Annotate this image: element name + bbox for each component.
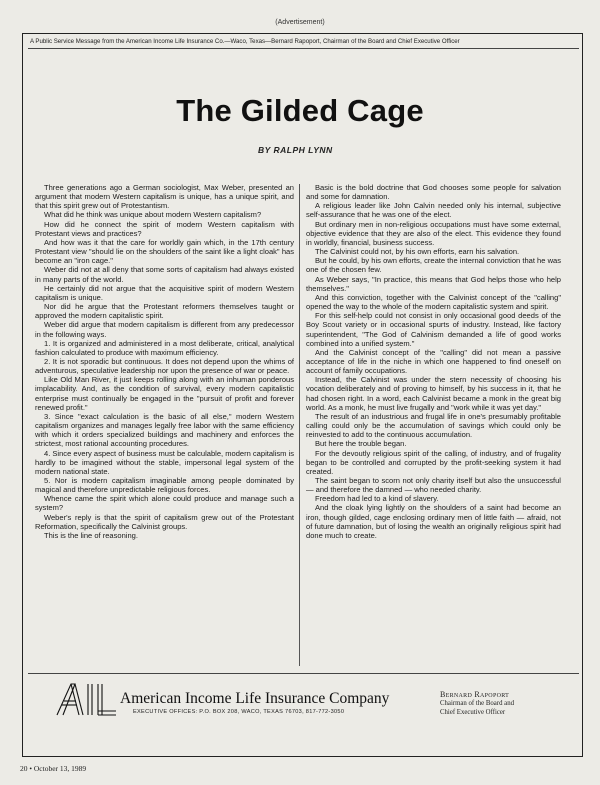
executive-signature-block [440,690,540,717]
paragraph: Weber did not at all deny that some sorts of capitalism had always existed in many parts of the world. [35,265,294,284]
paragraph: 1. It is organized and administered in a most deliberate, critical, analytical fashion calculated to produce with maximum efficiency. [35,338,294,357]
executive-title-line-1: Chairman of the Board and [440,700,514,707]
header-rule [28,48,579,49]
footer-rule [28,673,579,674]
executive-offices-address: EXECUTIVE OFFICES: P.O. BOX 208, WACO, TEXAS 76703, 817-772-3050 [133,709,345,715]
article-title: The Gilded Cage [176,93,424,128]
paragraph: Weber's reply is that the spirit of capitalism grew out of the Protestant Reformation, specifically the Calvinist groups. [35,512,294,531]
company-logo [55,681,118,717]
paragraph: 2. It is not sporadic but continuous. It does not depend upon the whims of adventurous, speculative leadership nor upon the presence of war or peace. [35,356,294,376]
column-divider [299,184,300,666]
paragraph: Weber did argue that modern capitalism is different from any predecessor in the following ways. [35,320,294,339]
executive-title-line-2: Chief Executive Officer [440,709,506,716]
paragraph: How did he connect the spirit of modern Western capitalism with Protestant views and practices? [35,219,294,238]
paragraph: The saint began to scorn not only charity itself but also the unsuccessful — and therefore the damned — who needed charity. [306,476,561,495]
advertisement-label: (Advertisement) [275,19,325,26]
paragraph: Basic is the bold doctrine that God chooses some people for salvation and some for damnation. [306,183,561,202]
paragraph: As Weber says, "In practice, this means that God helps those who help themselves." [306,274,561,293]
paragraph: For this self-help could not consist in only occasional good deeds of the Boy Scout variety or in occasional spurts of industry. Instead, like factory superintendent, "The God of Calvinism demanded a life of good works combined into a unified system." [306,311,561,348]
paragraph: But ordinary men in non-religious occupations must have some external, objective evidence that they are also of the elect. This evidence they found in worldly, financial, business success. [306,219,561,247]
public-service-message: A Public Service Message from the American Income Life Insurance Co.—Waco, Texas—Bernard Rapoport, Chairman of the Board and Chief Executive Officer [30,38,460,45]
paragraph: And the Calvinist concept of the "calling" did not mean a passive acceptance of life in the niche in which one happened to find oneself on account of family occupations. [306,347,561,376]
right-column [306,183,561,666]
paragraph: This is the line of reasoning. [44,530,138,540]
paragraph: The Calvinist could not, by his own efforts, earn his salvation. [315,247,520,257]
paragraph: Three generations ago a German sociologist, Max Weber, presented an argument that modern Western capitalism is unique, has a unique spirit, and that this spirit grew out of Protestantism. [35,183,294,211]
paragraph: What did he think was unique about modern Western capitalism? [44,210,262,220]
paragraph: Like Old Man River, it just keeps rolling along with an inhuman ponderous implacability. And, as the condition of survival, every modern capitalistic enterprise must continually be engaged in the "pursuit of profit and forever renewed profit." [35,375,294,412]
paragraph: 3. Since "exact calculation is the basic of all else," modern Western capitalism organizes and manages legally free labor with the same efficiency with which it orders specialized buildings and machinery and enforces the strictest, most rational accounting procedures. [35,411,294,449]
left-column [35,183,294,666]
paragraph: And this conviction, together with the Calvinist concept of the "calling" opened the way to the whole of the modern capitalistic system and spirit. [306,292,561,312]
paragraph: And the cloak lying lightly on the shoulders of a saint had become an iron, though gilded, cage enclosing ordinary men of little faith — afraid, not of future damnation, but of losing the wealth an originally religious spirit had done much to create. [306,503,561,540]
paragraph: Nor did he argue that the Protestant reformers themselves taught or approved the modern capitalistic spirit. [35,302,294,321]
paragraph: Whence came the spirit which alone could produce and manage such a system? [35,494,294,513]
paragraph: The result of an industrious and frugal life in one's presumably profitable calling could only be the accumulation of savings which could only be reinvested to add to the continuous accumulation. [306,411,561,440]
paragraph: For the devoutly religious spirit of the calling, of industry, and of frugality began to be controlled and corrupted by the profit-seeking system it had created. [306,448,561,476]
article-byline: BY RALPH LYNN [258,145,333,155]
paragraph: But he could, by his own efforts, create the internal conviction that he was one of the chosen few. [306,256,561,275]
page-number-date: 20 • October 13, 1989 [20,764,87,773]
paragraph: 4. Since every aspect of business must be calculable, modern capitalism is hardly to be imagined without the stable, impersonal legal system of the modern national state. [35,448,294,476]
paragraph: Instead, the Calvinist was under the stern necessity of choosing his vocation deliberately and of proving to himself, by his success in it, that he had chosen right. In a word, each Calvinist became a monk in the great big world. As a monk, he must live frugally and "work while it was yet day." [306,375,561,412]
paragraph: And how was it that the care for worldly gain which, in the 17th century Protestant view "should lie on the shoulders of the saint like a light cloak" has become an "iron cage." [35,237,294,266]
paragraph: But here the trouble began. [315,439,407,449]
company-name: American Income Life Insurance Company [120,690,390,707]
paragraph: A religious leader like John Calvin needed only his internal, subjective self-assurance that he was one of the elect. [306,201,561,220]
executive-name: Bernard Rapoport [440,690,510,699]
paragraph: Freedom had led to a kind of slavery. [315,494,439,504]
paragraph: 5. Nor is modern capitalism imaginable among people dominated by magical and therefore unpredictable religious forces. [35,476,294,495]
paragraph: He certainly did not argue that the acquisitive spirit of modern Western capitalism is unique. [35,283,294,302]
